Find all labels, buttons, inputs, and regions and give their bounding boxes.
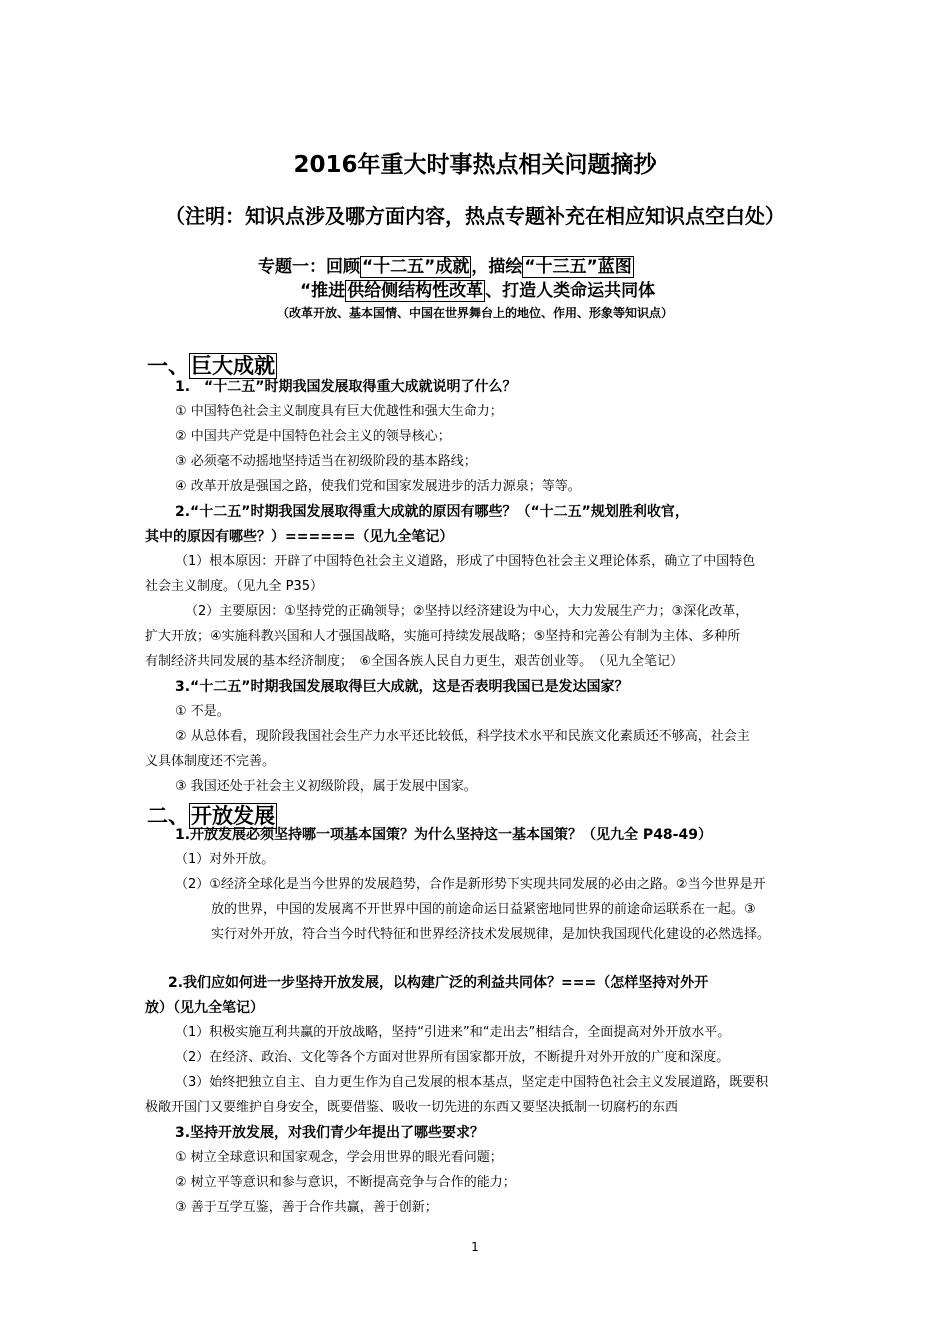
s2-question-3: 3.坚持开放发展，对我们青少年提出了哪些要求？: [175, 1125, 485, 1141]
s2-q2-answer-3-cont: 极敞开国门又要维护自身安全，既要借鉴、吸收一切先进的东西又要坚决抵制一切腐朽的东西: [145, 1100, 679, 1115]
s1-q2-answer-1-cont: 社会主义制度。（见九全 P35）: [145, 579, 324, 594]
s1-q1-answer: ③ 必须毫不动摇地坚持适当在初级阶段的基本路线；: [175, 454, 477, 469]
s1-q3-answer: ① 不是。: [175, 704, 230, 719]
s1-q1-answer: ② 中国共产党是中国特色社会主义的领导核心；: [175, 429, 451, 444]
s1-q3-answer: 义具体制度还不完善。: [145, 754, 276, 769]
topic-line-2: “推进 供给侧结构性改革 、打造人类命运共同体: [300, 281, 656, 301]
s2-question-2-cont: 放）（见九全笔记）: [145, 1000, 264, 1016]
s1-question-3: 3.“十二五”时期我国发展取得巨大成就，这是否表明我国已是发达国家？: [175, 679, 629, 695]
s1-question-2-cont: 其中的原因有哪些？）======（见九全笔记）: [145, 529, 454, 545]
s1-q2-answer-2: （2）主要原因：①坚持党的正确领导；②坚持以经济建设为中心，大力发展生产力；③深化改革，: [185, 604, 749, 619]
section-2-heading: 二、开放发展: [147, 804, 275, 828]
topic-line-1: 专题一：回顾 “十二五”成就 ，描绘 “十三五”蓝图: [258, 257, 632, 277]
s2-q3-answer: ② 树立平等意识和参与意识，不断提高竞争与合作的能力；: [175, 1175, 516, 1190]
s1-q2-answer-2-cont: 有制经济共同发展的基本经济制度； ⑥全国各族人民自力更生，艰苦创业等。 （见九全笔记）: [145, 654, 684, 669]
page-number: 1: [471, 1240, 479, 1254]
s1-question-2: 2.“十二五”时期我国发展取得重大成就的原因有哪些？（“十二五”规划胜利收官，: [175, 504, 689, 520]
s2-q2-answer: （2）在经济、政治、文化等各个方面对世界所有国家都开放，不断提升对外开放的广度和深度。: [175, 1050, 730, 1065]
topic-box-1: “十二五”成就: [362, 257, 470, 277]
s1-q3-answer: ③ 我国还处于社会主义初级阶段，属于发展中国家。: [175, 779, 477, 794]
topic-subtitle: （改革开放、基本国情、中国在世界舞台上的地位、作用、形象等知识点）: [276, 306, 673, 320]
s2-q1-answer-2-cont: 放的世界，中国的发展离不开世界中国的前途命运日益紧密地同世界的前途命运联系在一起。③: [211, 902, 756, 917]
page-note: （注明：知识点涉及哪方面内容，热点专题补充在相应知识点空白处）: [165, 204, 785, 228]
s1-question-1: 1. “十二五”时期我国发展取得重大成就说明了什么？: [175, 379, 517, 395]
s2-q3-answer: ① 树立全球意识和国家观念，学会用世界的眼光看问题；: [175, 1150, 503, 1165]
s2-q3-answer: ③ 善于互学互鉴，善于合作共赢，善于创新；: [175, 1200, 438, 1215]
s2-question-2: 2.我们应如何进一步坚持开放发展，以构建广泛的利益共同体？===（怎样坚持对外开: [168, 975, 709, 991]
s1-q2-answer-2-cont: 扩大开放；④实施科教兴国和人才强国战略，实施可持续发展战略；⑤坚持和完善公有制为主体、多种所: [145, 629, 741, 644]
topic-box-2: “十三五”蓝图: [524, 257, 632, 277]
page-title: 2016年重大时事热点相关问题摘抄: [293, 152, 657, 178]
s1-q2-answer-1: （1）根本原因：开辟了中国特色社会主义道路，形成了中国特色社会主义理论体系，确立了中国特色: [175, 554, 756, 569]
s2-question-1: 1.开放发展必须坚持哪一项基本国策？为什么坚持这一基本国策？（见九全 P48-49）: [175, 827, 712, 843]
s2-q1-answer-1: （1）对外开放。: [175, 852, 275, 867]
s2-q2-answer: （1）积极实施互利共赢的开放战略，坚持“引进来”和“走出去”相结合，全面提高对外开放水平。: [175, 1025, 731, 1040]
s2-q2-answer-3: （3）始终把独立自主、自力更生作为自己发展的根本基点，坚定走中国特色社会主义发展道路，既要积: [175, 1075, 769, 1090]
s1-q3-answer: ② 从总体看，现阶段我国社会生产力水平还比较低，科学技术水平和民族文化素质还不够高，社会主: [175, 729, 750, 744]
s1-q1-answer: ① 中国特色社会主义制度具有巨大优越性和强大生命力；: [175, 404, 503, 419]
s2-q1-answer-2-cont: 实行对外开放，符合当今时代特征和世界经济技术发展规律，是加快我国现代化建设的必然选择。: [211, 927, 771, 942]
topic-box-3: 供给侧结构性改革: [347, 281, 484, 301]
section-1-heading: 一、巨大成就: [147, 354, 275, 378]
s1-q1-answer: ④ 改革开放是强国之路，使我们党和国家发展进步的活力源泉；等等。: [175, 479, 581, 494]
s2-q1-answer-2: （2）①经济全球化是当今世界的发展趋势，合作是新形势下实现共同发展的必由之路。②当今世界是开: [175, 877, 766, 892]
